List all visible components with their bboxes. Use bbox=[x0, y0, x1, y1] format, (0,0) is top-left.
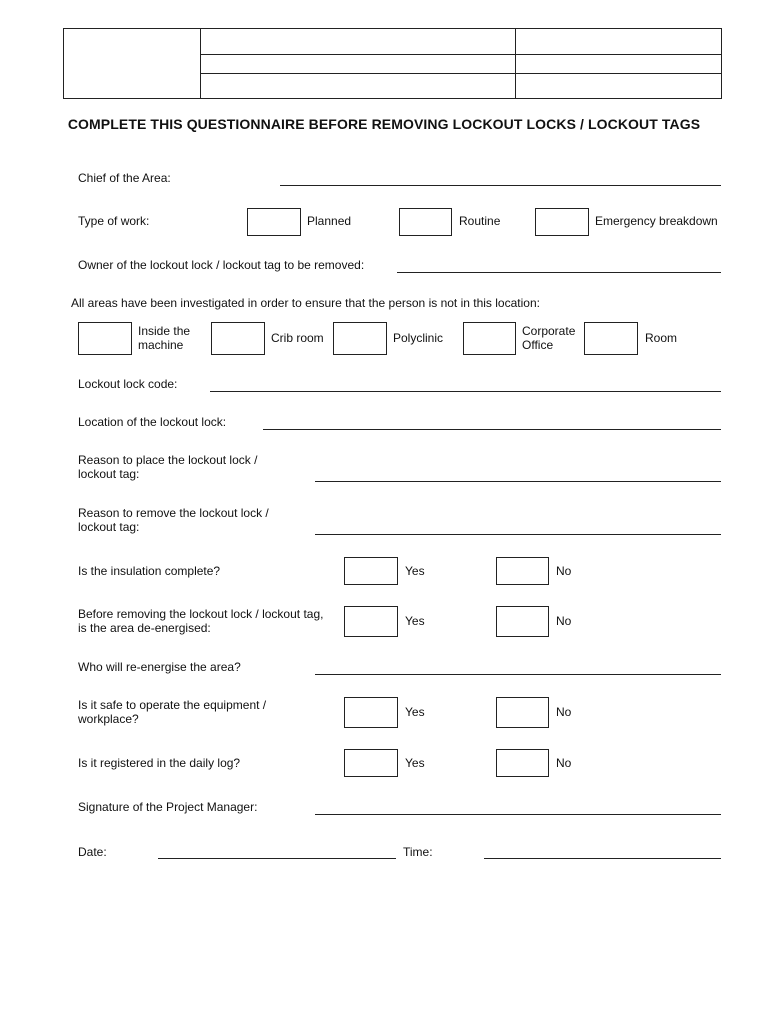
insulation-label: Is the insulation complete? bbox=[78, 564, 221, 578]
deenergised-label: Before removing the lockout lock / lockout tag, is the area de-energised: bbox=[78, 607, 324, 635]
polyclinic-checkbox[interactable] bbox=[333, 322, 387, 355]
owner-label: Owner of the lockout lock / lockout tag to be removed: bbox=[78, 258, 365, 272]
header-cell[interactable] bbox=[201, 74, 516, 99]
reenergise-label: Who will re-energise the area? bbox=[78, 660, 241, 674]
corporate-office-label: Corporate Office bbox=[522, 324, 576, 352]
insulation-yes-checkbox[interactable] bbox=[344, 557, 398, 585]
signature-label: Signature of the Project Manager: bbox=[78, 800, 258, 814]
emergency-label: Emergency breakdown bbox=[595, 214, 718, 228]
form-title: COMPLETE THIS QUESTIONNAIRE BEFORE REMOVING LOCKOUT LOCKS / LOCKOUT TAGS bbox=[67, 116, 701, 132]
crib-room-checkbox[interactable] bbox=[211, 322, 265, 355]
reenergise-field[interactable] bbox=[315, 674, 721, 675]
areas-label: All areas have been investigated in order to ensure that the person is not in this location: bbox=[71, 296, 540, 310]
crib-room-label: Crib room bbox=[271, 331, 324, 345]
registered-label: Is it registered in the daily log? bbox=[78, 756, 241, 770]
date-label: Date: bbox=[78, 845, 107, 859]
inside-machine-label: Inside the machine bbox=[138, 324, 191, 352]
planned-checkbox[interactable] bbox=[247, 208, 301, 236]
planned-label: Planned bbox=[307, 214, 352, 228]
insulation-no-checkbox[interactable] bbox=[496, 557, 549, 585]
header-cell[interactable] bbox=[516, 29, 722, 55]
location-field[interactable] bbox=[263, 429, 721, 430]
safe-label: Is it safe to operate the equipment / workplace? bbox=[78, 698, 267, 726]
header-cell[interactable] bbox=[516, 74, 722, 99]
emergency-checkbox[interactable] bbox=[535, 208, 589, 236]
location-label: Location of the lockout lock: bbox=[78, 415, 227, 429]
deenergised-yes-checkbox[interactable] bbox=[344, 606, 398, 637]
type-of-work-label: Type of work: bbox=[78, 214, 150, 228]
insulation-no-label: No bbox=[556, 564, 572, 578]
date-field[interactable] bbox=[158, 858, 396, 859]
registered-yes-label: Yes bbox=[405, 756, 425, 770]
registered-yes-checkbox[interactable] bbox=[344, 749, 398, 777]
owner-field[interactable] bbox=[397, 272, 721, 273]
logo-cell bbox=[64, 29, 201, 99]
signature-field[interactable] bbox=[315, 814, 721, 815]
time-field[interactable] bbox=[484, 858, 721, 859]
lock-code-label: Lockout lock code: bbox=[78, 377, 178, 391]
safe-yes-checkbox[interactable] bbox=[344, 697, 398, 728]
deenergised-no-label: No bbox=[556, 614, 572, 628]
room-checkbox[interactable] bbox=[584, 322, 638, 355]
header-cell[interactable] bbox=[516, 55, 722, 74]
header-cell[interactable] bbox=[201, 55, 516, 74]
corporate-office-checkbox[interactable] bbox=[463, 322, 516, 355]
room-label: Room bbox=[645, 331, 678, 345]
reason-remove-label: Reason to remove the lockout lock / lockout tag: bbox=[78, 506, 269, 534]
registered-no-checkbox[interactable] bbox=[496, 749, 549, 777]
registered-no-label: No bbox=[556, 756, 572, 770]
inside-machine-checkbox[interactable] bbox=[78, 322, 132, 355]
header-table bbox=[63, 28, 722, 99]
routine-checkbox[interactable] bbox=[399, 208, 452, 236]
safe-yes-label: Yes bbox=[405, 705, 425, 719]
deenergised-no-checkbox[interactable] bbox=[496, 606, 549, 637]
deenergised-yes-label: Yes bbox=[405, 614, 425, 628]
chief-label: Chief of the Area: bbox=[78, 171, 171, 185]
chief-field[interactable] bbox=[280, 185, 721, 186]
insulation-yes-label: Yes bbox=[405, 564, 425, 578]
reason-remove-field[interactable] bbox=[315, 534, 721, 535]
lock-code-field[interactable] bbox=[210, 391, 721, 392]
safe-no-checkbox[interactable] bbox=[496, 697, 549, 728]
header-cell[interactable] bbox=[201, 29, 516, 55]
safe-no-label: No bbox=[556, 705, 572, 719]
time-label: Time: bbox=[403, 845, 433, 859]
routine-label: Routine bbox=[459, 214, 501, 228]
reason-place-label: Reason to place the lockout lock / lockout tag: bbox=[78, 453, 258, 481]
reason-place-field[interactable] bbox=[315, 481, 721, 482]
polyclinic-label: Polyclinic bbox=[393, 331, 444, 345]
